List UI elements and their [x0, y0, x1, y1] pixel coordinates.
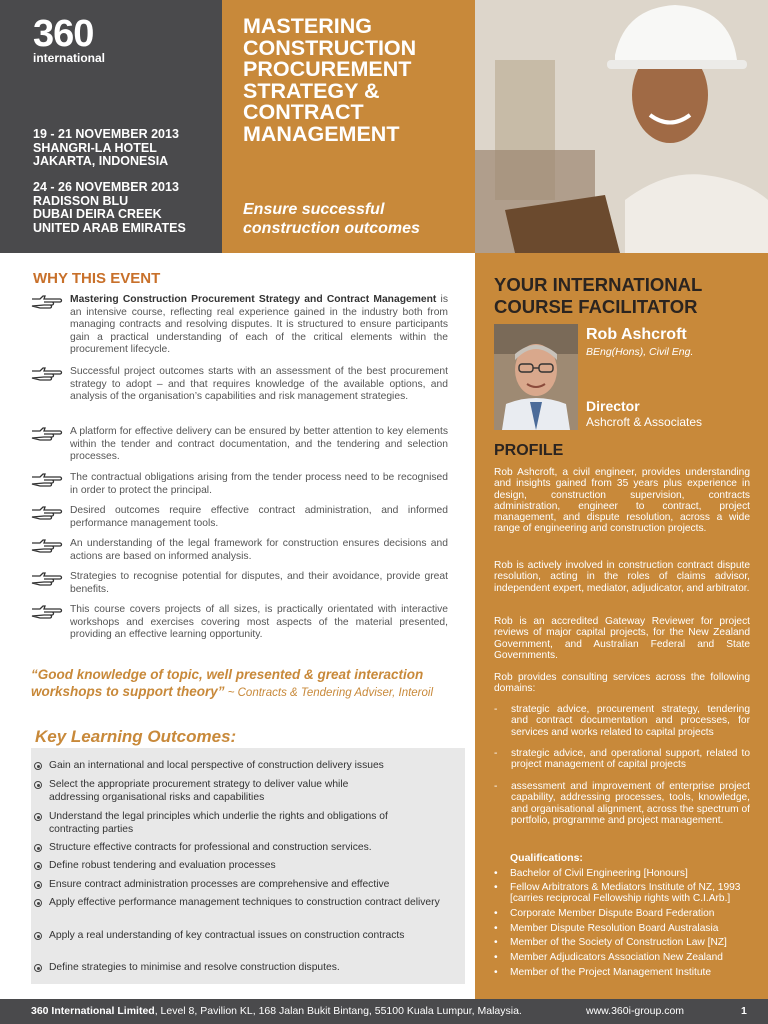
facilitator-name: Rob Ashcroft [586, 326, 687, 343]
dash-bullet: - [494, 704, 498, 715]
facilitator-heading-line: YOUR INTERNATIONAL [494, 274, 703, 295]
dot-bullet: • [494, 882, 498, 893]
footer-address-text: , Level 8, Pavilion KL, 168 Jalan Bukit Bintang, 55100 Kuala Lumpur, Malaysia. [154, 1005, 522, 1017]
qualification-item [494, 882, 759, 905]
venue-line: 24 - 26 NOVEMBER 2013 [33, 180, 179, 194]
title-line: STRATEGY & [243, 78, 380, 103]
pointing-hand-icon [30, 538, 70, 554]
title-line: PROCUREMENT [243, 57, 412, 81]
course-title [243, 16, 468, 145]
outcome-text: Ensure contract administration processes are comprehensive and effective [49, 879, 390, 890]
pointing-hand-icon [30, 366, 70, 382]
logo-subtitle: international [33, 51, 106, 65]
why-item-bold: Mastering Construction Procurement Strategy and Contract Management [70, 294, 437, 305]
why-item [30, 472, 448, 497]
domain-text: strategic advice, procurement strategy, tendering and contract documentation and processes, for services and works related to capital projects [511, 704, 750, 738]
target-bullet-icon [33, 962, 49, 975]
why-heading: WHY THIS EVENT [33, 270, 161, 287]
company-logo [33, 14, 105, 64]
outcome-item [33, 897, 463, 910]
qualification-item [494, 923, 759, 934]
why-item [30, 426, 448, 464]
outcome-item [33, 811, 463, 837]
qualification-item [494, 952, 759, 963]
venue-line: UNITED ARAB EMIRATES [33, 220, 186, 235]
title-line: MANAGEMENT [243, 121, 400, 146]
domain-text: assessment and improvement of enterprise project capability, addressing processes, tools, knowledge, and organisational alignment, across the spectrum of portfolio, programme and project management. [511, 781, 750, 826]
why-item-text: Strategies to recognise potential for disputes, and their avoidance, provide great benefits. [70, 571, 448, 595]
dot-bullet: • [494, 937, 498, 948]
domain-item [494, 704, 750, 738]
facilitator-portrait [494, 324, 578, 430]
pointing-hand-icon [30, 505, 70, 521]
why-item-text: Successful project outcomes starts with an assessment of the best procurement strategy to adopt – and that requires knowledge of the available options, and analysis of the organisation’s capabilities and risk management strategies. [70, 366, 448, 403]
qualification-text: Member of the Project Management Institute [510, 967, 712, 978]
why-item [30, 604, 448, 642]
tagline-line: construction outcomes [243, 220, 420, 237]
logo-number: 360 [33, 13, 94, 55]
quote-attribution: ~ Contracts & Tendering Adviser, Interoil [224, 687, 434, 699]
target-bullet-icon [33, 860, 49, 873]
why-item-text: Desired outcomes require effective contract administration, and informed performance management tools. [70, 505, 448, 529]
facilitator-heading [494, 274, 702, 318]
dot-bullet: • [494, 868, 498, 879]
qualification-item [494, 937, 759, 948]
why-item-text: An understanding of the legal framework for construction ensures decisions and actions are based on informed analysis. [70, 538, 448, 562]
target-bullet-icon [33, 842, 49, 855]
pointing-hand-icon [30, 294, 70, 310]
pointing-hand-icon [30, 426, 70, 442]
quote-text: “Good knowledge of topic, well presented & great interaction workshops to support theory” [31, 667, 424, 699]
outcome-item [33, 760, 463, 773]
dot-bullet: • [494, 952, 498, 963]
outcome-item [33, 962, 463, 975]
outcomes-heading: Key Learning Outcomes: [35, 727, 237, 746]
outcome-text: Apply a real understanding of key contractual issues on construction contracts [49, 930, 405, 941]
facilitator-credentials: BEng(Hons), Civil Eng. [586, 346, 694, 358]
target-bullet-icon [33, 811, 49, 837]
outcome-text: Gain an international and local perspective of construction delivery issues [49, 760, 384, 771]
footer-address [31, 999, 522, 1024]
why-item-text: is an intensive course, reflecting real experience gained in the industry both from managing contracts and resolving disputes. It is structured to ensure participants gain a practical understanding of each of the critical elements within the procurement lifecycle. [70, 294, 448, 356]
dot-bullet: • [494, 967, 498, 978]
qualification-text: Member of the Society of Construction Law [NZ] [510, 937, 727, 948]
outcome-text: Understand the legal principles which underlie the rights and obligations of contracting parties [49, 811, 388, 835]
outcome-item [33, 779, 463, 805]
outcome-text: Structure effective contracts for professional and construction services. [49, 842, 372, 853]
outcome-text: Apply effective performance management techniques to construction contract delivery [49, 897, 440, 908]
venue-line: RADISSON BLU [33, 193, 129, 208]
title-line: MASTERING [243, 14, 372, 38]
engineer-photo-illustration [475, 0, 768, 253]
facilitator-organisation: Ashcroft & Associates [586, 415, 703, 429]
facilitator-heading-line: COURSE FACILITATOR [494, 296, 698, 317]
why-item [30, 505, 448, 530]
why-item [30, 571, 448, 596]
facilitator-role: Director [586, 398, 640, 414]
qualification-text: Member Adjudicators Association New Zealand [510, 952, 723, 963]
dash-bullet: - [494, 781, 498, 792]
title-line: CONTRACT [243, 100, 364, 124]
outcome-item [33, 879, 463, 892]
outcome-item [33, 860, 463, 873]
domain-item [494, 781, 750, 826]
profile-paragraph: Rob Ashcroft, a civil engineer, provides understanding and insights gained from 35 years plus experience in design, construction supervision, contracts administration, engineer to contract, project management, and dispute resolution, across a wide range of engineering and construction projects. [494, 467, 750, 535]
qualification-text: Fellow Arbitrators & Mediators Institute of NZ, 1993 [carries reciprocal Fellowship rights with C.I.Arb.] [510, 882, 741, 905]
course-tagline [243, 200, 420, 238]
facilitator-photo [494, 324, 578, 430]
outcome-text: Select the appropriate procurement strategy to deliver value while addressing organisational risks and capabilities [49, 779, 349, 803]
page-number: 1 [741, 1005, 747, 1017]
why-item-text: The contractual obligations arising from the tender process need to be recognised in order to protect the principal. [70, 472, 448, 496]
domain-item [494, 748, 750, 771]
qualification-item [494, 967, 759, 978]
profile-paragraph: Rob is actively involved in construction contract dispute resolution, acting in the roles of claims advisor, independent expert, mediator, adjudicator, and arbitrator. [494, 560, 750, 594]
footer-website-link[interactable]: www.360i-group.com [586, 1005, 685, 1017]
why-item [30, 294, 448, 357]
target-bullet-icon [33, 930, 49, 943]
pointing-hand-icon [30, 604, 70, 620]
venue-line: 19 - 21 NOVEMBER 2013 [33, 127, 179, 141]
tagline-line: Ensure successful [243, 201, 385, 218]
qualification-text: Member Dispute Resolution Board Australasia [510, 923, 719, 934]
testimonial-quote [31, 666, 451, 702]
outcome-item [33, 842, 463, 855]
target-bullet-icon [33, 779, 49, 805]
title-line: CONSTRUCTION [243, 35, 417, 60]
qualification-text: Corporate Member Dispute Board Federation [510, 908, 715, 919]
why-item-text: This course covers projects of all sizes, is practically orientated with interactive workshops and exercises covering most aspects of the material presented, providing an effective learning opportunity. [70, 604, 448, 641]
why-item [30, 538, 448, 563]
target-bullet-icon [33, 879, 49, 892]
venue-line: JAKARTA, INDONESIA [33, 154, 169, 168]
profile-heading: PROFILE [494, 442, 564, 459]
qualification-item [494, 908, 759, 919]
dot-bullet: • [494, 923, 498, 934]
venue-dubai [33, 181, 218, 235]
outcome-text: Define robust tendering and evaluation processes [49, 860, 276, 871]
domain-text: strategic advice, and operational support, related to project management of capital projects [511, 748, 750, 771]
qualification-text: Bachelor of Civil Engineering [Honours] [510, 868, 688, 879]
qualifications-heading: Qualifications: [510, 852, 583, 864]
target-bullet-icon [33, 760, 49, 773]
header-title-panel [222, 0, 475, 253]
outcome-text: Define strategies to minimise and resolve construction disputes. [49, 962, 340, 973]
venue-jakarta [33, 128, 218, 169]
target-bullet-icon [33, 897, 49, 910]
qualification-item [494, 868, 759, 879]
profile-paragraph: Rob is an accredited Gateway Reviewer for project reviews of major capital projects, for the New Zealand Government, and Australian Federal and State Governments. [494, 616, 750, 661]
venue-line: SHANGRI-LA HOTEL [33, 140, 157, 155]
pointing-hand-icon [30, 571, 70, 587]
why-item [30, 366, 448, 404]
pointing-hand-icon [30, 472, 70, 488]
dash-bullet: - [494, 748, 498, 759]
venue-line: DUBAI DEIRA CREEK [33, 207, 162, 221]
header-dark-panel [0, 0, 222, 253]
footer-company: 360 International Limited [31, 1005, 155, 1017]
engineer-photo [475, 0, 768, 253]
why-item-text: A platform for effective delivery can be ensured by better attention to key elements within the tender and contract documentation, and the tendering and selection processes. [70, 426, 448, 463]
profile-paragraph: Rob provides consulting services across the following domains: [494, 672, 750, 695]
dot-bullet: • [494, 908, 498, 919]
outcome-item [33, 930, 463, 943]
page-footer [0, 999, 768, 1024]
